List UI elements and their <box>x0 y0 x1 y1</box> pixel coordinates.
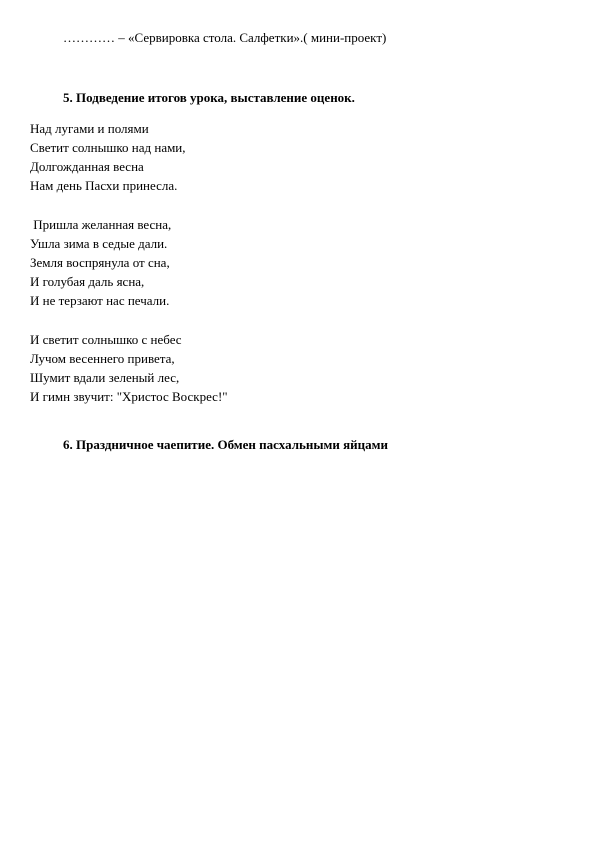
poem-line: Над лугами и полями <box>30 121 149 136</box>
poem-line: Лучом весеннего привета, <box>30 351 175 366</box>
intro-line: ………… – «Сервировка стола. Салфетки».( мини-проект) <box>63 30 387 45</box>
poem-line: И голубая даль ясна, <box>30 274 145 289</box>
poem-line: Нам день Пасхи принесла. <box>30 178 178 193</box>
poem-line: Земля воспрянула от сна, <box>30 255 170 270</box>
poem-line: И не терзают нас печали. <box>30 293 170 308</box>
section-5-heading: 5. Подведение итогов урока, выставление оценок. <box>63 90 355 105</box>
poem-line: Шумит вдали зеленый лес, <box>30 370 180 385</box>
poem-line: И светит солнышко с небес <box>30 332 182 347</box>
section-6-heading: 6. Праздничное чаепитие. Обмен пасхальными яйцами <box>63 437 388 452</box>
poem-line: Ушла зима в седые дали. <box>30 236 168 251</box>
poem-line: И гимн звучит: "Христос Воскрес!" <box>30 389 228 404</box>
poem-line: Долгожданная весна <box>30 159 144 174</box>
poem-line: Пришла желанная весна, <box>30 217 172 232</box>
poem-line: Светит солнышко над нами, <box>30 140 186 155</box>
